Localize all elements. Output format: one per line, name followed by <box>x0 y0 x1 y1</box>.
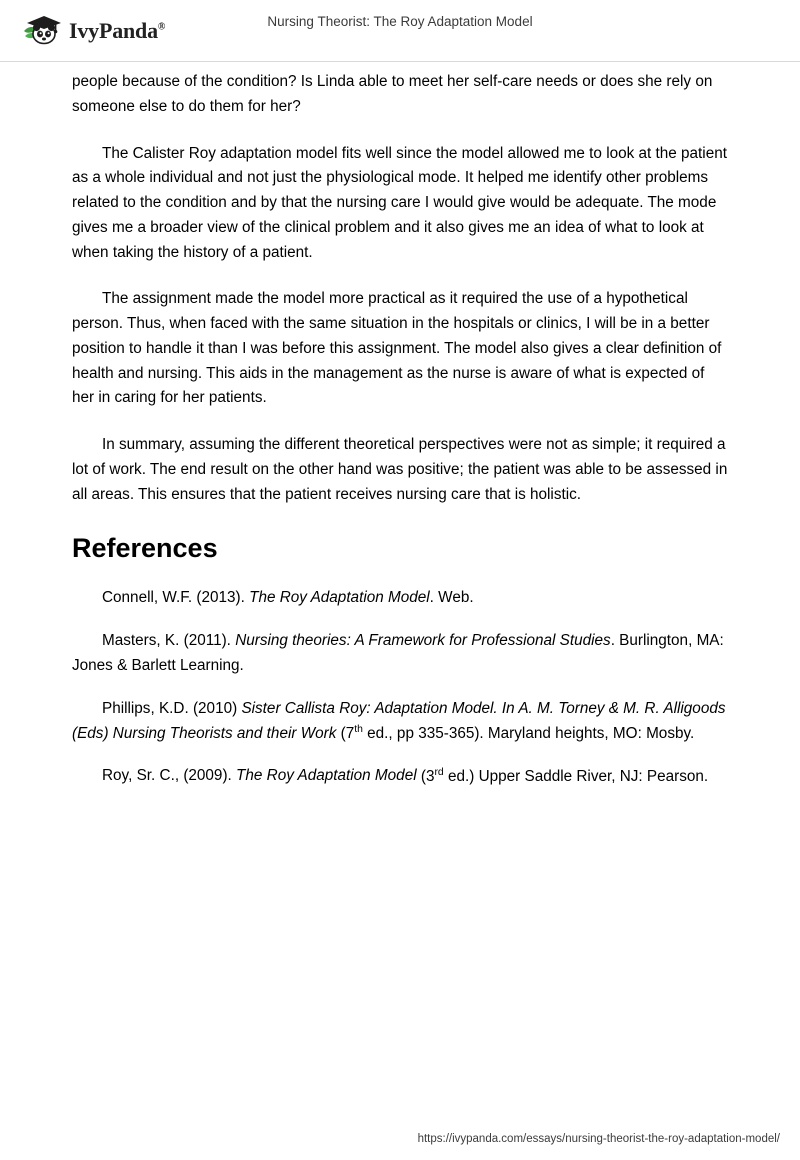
reference-title: Nursing theories: A Framework for Professional Studies <box>235 632 611 650</box>
references-heading: References <box>72 533 218 564</box>
reference-item <box>72 764 728 789</box>
reference-title: The Roy Adaptation Model <box>249 589 430 607</box>
reference-title: Sister Callista Roy: Adaptation Model. In A. M. Torney & M. R. Alligoods (Eds) Nursing Theorists and their Work <box>72 699 726 742</box>
reference-suffix: (7th ed., pp 335-365). Maryland heights, MO: Mosby. <box>336 723 695 742</box>
reference-item <box>72 629 728 679</box>
reference-item <box>72 697 728 747</box>
paragraph: people because of the condition? Is Linda able to meet her self-care needs or does she rely on someone else to do them for her? <box>72 73 713 115</box>
paragraph: The assignment made the model more practical as it required the use of a hypothetical person. Thus, when faced with the same situation in the hospitals or clinics, I will be in a better position to handle it than I was before this assignment. The model also gives a clear definition of health and nursing. This aids in the management as the nurse is aware of what is expected of her in caring for her patients. <box>72 290 722 407</box>
reference-item <box>72 586 728 611</box>
registered-mark: ® <box>157 21 166 33</box>
document-title: Nursing Theorist: The Roy Adaptation Model <box>267 14 533 29</box>
paragraph: In summary, assuming the different theoretical perspectives were not as simple; it required a lot of work. The end result on the other hand was positive; the patient was able to be assessed in all areas. This ensures that the patient receives nursing care that is holistic. <box>72 436 728 503</box>
reference-prefix: Roy, Sr. C., (2009). <box>102 767 237 785</box>
paragraph: The Calister Roy adaptation model fits well since the model allowed me to look at the patient as a whole individual and not just the physiological mode. It helped me identify other problems related to the condition and by that the nursing care I would give would be adequate. The mode gives me a broader view of the clinical problem and it also gives me an idea of what to look at when taking the history of a patient. <box>72 144 727 261</box>
reference-prefix: Phillips, K.D. (2010) <box>102 699 242 717</box>
document-content <box>72 70 728 807</box>
reference-suffix: (3rd ed.) Upper Saddle River, NJ: Pearson. <box>416 766 709 785</box>
reference-suffix: . Web. <box>429 589 474 607</box>
source-url[interactable]: https://ivypanda.com/essays/nursing-theorist-the-roy-adaptation-model/ <box>417 1133 780 1145</box>
reference-suffix: . Burlington, MA: Jones & Barlett Learning. <box>72 632 724 675</box>
page-header <box>0 0 800 62</box>
reference-prefix: Masters, K. (2011). <box>102 632 236 650</box>
brand-name: IvyPanda® <box>69 18 166 43</box>
reference-prefix: Connell, W.F. (2013). <box>102 589 250 607</box>
reference-title: The Roy Adaptation Model <box>236 767 417 785</box>
